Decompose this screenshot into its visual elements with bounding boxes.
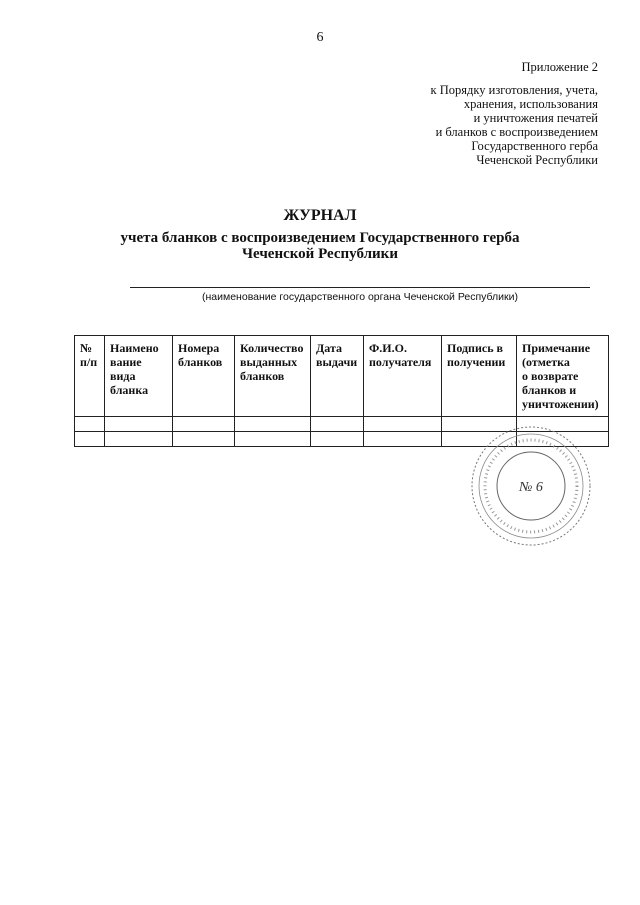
appendix-line: к Порядку изготовления, учета, [430,83,598,97]
table-cell [235,417,311,432]
journal-title: ЖУРНАЛ [283,207,357,224]
journal-heading [0,208,640,262]
appendix-line: и бланков с воспроизведением [435,125,598,139]
column-header: Номера бланков [173,336,235,417]
table-cell [364,432,442,447]
column-header: Примечание (отметка о возврате бланков и уничтожении) [517,336,609,417]
column-header: Количество выданных бланков [235,336,311,417]
column-header: Подпись в получении [442,336,517,417]
table-cell [173,417,235,432]
appendix-title: Приложение 2 [521,60,598,74]
column-header: Наимено вание вида бланка [105,336,173,417]
table-cell [75,432,105,447]
column-header: Ф.И.О. получателя [364,336,442,417]
table-cell [173,432,235,447]
table-cell [75,417,105,432]
seal-stamp [470,425,592,547]
appendix-line: Государственного герба [471,139,598,153]
stamp-number: № 6 [519,480,543,495]
journal-subtitle: Чеченской Республики [242,246,398,262]
org-name-line [130,287,590,288]
table-cell [311,432,364,447]
table-cell [311,417,364,432]
column-header: Дата выдачи [311,336,364,417]
journal-subtitle: учета бланков с воспроизведением Государственного герба [120,230,520,246]
appendix-line: и уничтожения печатей [473,111,598,125]
table-cell [364,417,442,432]
table-header-row [75,336,609,417]
page-number: 6 [316,30,324,45]
table-cell [235,432,311,447]
appendix-block [298,60,598,167]
org-name-caption: (наименование государственного органа Чеченской Республики) [202,291,518,303]
appendix-line: хранения, использования [463,97,598,111]
appendix-line: Чеченской Республики [476,153,598,167]
table-cell [105,432,173,447]
column-header: № п/п [75,336,105,417]
table-cell [105,417,173,432]
